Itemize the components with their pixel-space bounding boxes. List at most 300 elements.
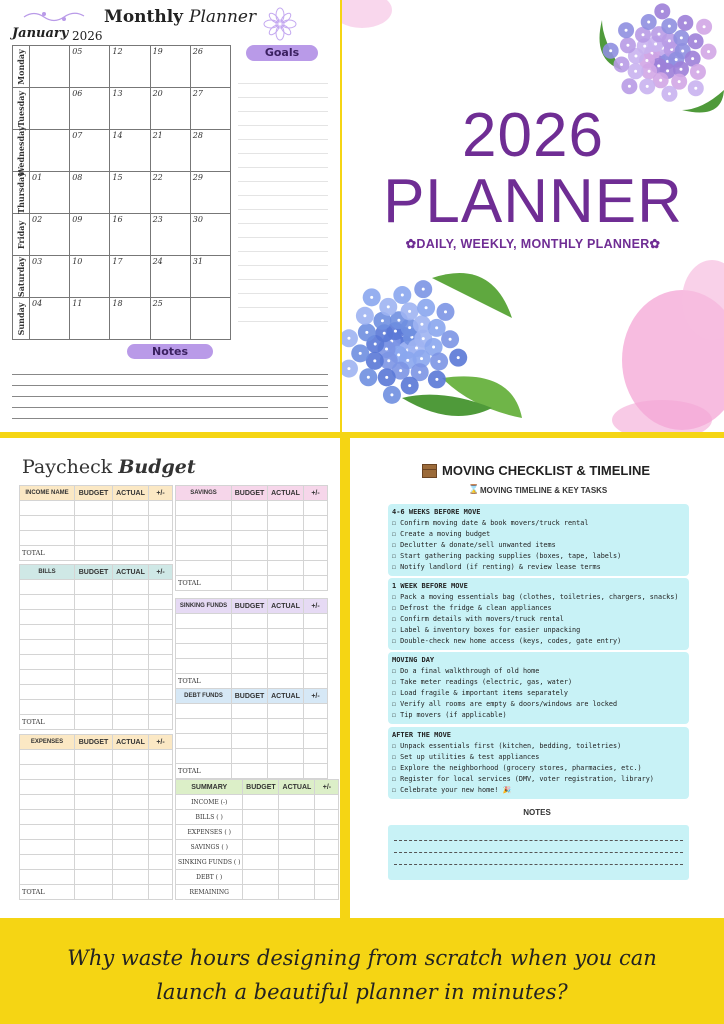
- calendar-date-cell[interactable]: 26: [190, 46, 230, 88]
- budget-cell[interactable]: [149, 531, 173, 546]
- checklist-item[interactable]: ☐ Load fragile & important items separately: [392, 689, 568, 697]
- summary-cell[interactable]: [243, 840, 279, 855]
- budget-cell[interactable]: [268, 614, 304, 629]
- summary-cell[interactable]: [243, 795, 279, 810]
- budget-cell[interactable]: [20, 840, 75, 855]
- calendar-week-row: [13, 130, 231, 172]
- total-cell[interactable]: [113, 885, 149, 900]
- budget-cell[interactable]: [176, 719, 232, 734]
- checklist-item[interactable]: ☐ Declutter & donate/sell unwanted items: [392, 541, 556, 549]
- goal-line[interactable]: [238, 308, 328, 322]
- budget-cell[interactable]: [232, 644, 268, 659]
- budget-cell[interactable]: [149, 810, 173, 825]
- total-cell[interactable]: [149, 885, 173, 900]
- calendar-date-cell[interactable]: 29: [190, 172, 230, 214]
- calendar-date-cell[interactable]: 05: [70, 46, 110, 88]
- calendar-grid: [12, 45, 231, 340]
- calendar-date-cell[interactable]: 09: [70, 214, 110, 256]
- summary-row-label: REMAINING: [176, 885, 243, 900]
- budget-cell[interactable]: [75, 700, 113, 715]
- budget-cell[interactable]: [75, 810, 113, 825]
- total-cell[interactable]: [232, 764, 268, 779]
- budget-cell[interactable]: [113, 780, 149, 795]
- budget-cell[interactable]: [113, 625, 149, 640]
- calendar-date-cell[interactable]: 01: [30, 172, 70, 214]
- budget-cell[interactable]: [268, 719, 304, 734]
- budget-cell[interactable]: [176, 561, 232, 576]
- budget-cell[interactable]: [268, 629, 304, 644]
- goals-lines: [238, 70, 328, 322]
- budget-column-header: ACTUAL: [113, 486, 149, 501]
- calendar-week-row: [13, 298, 231, 340]
- budget-cell[interactable]: [149, 625, 173, 640]
- budget-cell[interactable]: [149, 516, 173, 531]
- budget-cell[interactable]: [20, 810, 75, 825]
- budget-cell[interactable]: [20, 870, 75, 885]
- budget-cell[interactable]: [75, 625, 113, 640]
- budget-column-header: BILLS: [20, 565, 75, 580]
- moving-section-heading: 4-6 WEEKS BEFORE MOVE: [392, 508, 481, 516]
- checklist-item[interactable]: ☐ Unpack essentials first (kitchen, bedding, toiletries): [392, 742, 622, 750]
- budget-cell[interactable]: [232, 749, 268, 764]
- total-cell[interactable]: [304, 764, 328, 779]
- budget-cell[interactable]: [75, 870, 113, 885]
- budget-cell[interactable]: [20, 501, 75, 516]
- checklist-item[interactable]: ☐ Label & inventory boxes for easier unpacking: [392, 626, 581, 634]
- budget-cell[interactable]: [149, 795, 173, 810]
- summary-cell[interactable]: [243, 810, 279, 825]
- budget-cell[interactable]: [232, 719, 268, 734]
- summary-cell[interactable]: [315, 825, 339, 840]
- calendar-date-cell[interactable]: 14: [110, 130, 150, 172]
- budget-cell[interactable]: [75, 531, 113, 546]
- budget-column-header: BUDGET: [232, 486, 268, 501]
- budget-cell[interactable]: [268, 644, 304, 659]
- moving-section: [388, 504, 689, 576]
- budget-cell[interactable]: [176, 614, 232, 629]
- budget-cell[interactable]: [268, 561, 304, 576]
- budget-cell[interactable]: [113, 765, 149, 780]
- budget-column-header: ACTUAL: [113, 565, 149, 580]
- budget-cell[interactable]: [20, 595, 75, 610]
- budget-cell[interactable]: [113, 870, 149, 885]
- goal-line[interactable]: [238, 140, 328, 154]
- summary-cell[interactable]: [279, 870, 315, 885]
- calendar-date-cell[interactable]: 21: [150, 130, 190, 172]
- calendar-date-cell[interactable]: 20: [150, 88, 190, 130]
- calendar-date-cell[interactable]: [30, 46, 70, 88]
- budget-cell[interactable]: [113, 580, 149, 595]
- total-cell[interactable]: [149, 546, 173, 561]
- budget-cell[interactable]: [75, 825, 113, 840]
- goal-line[interactable]: [238, 154, 328, 168]
- budget-cell[interactable]: [20, 750, 75, 765]
- summary-cell[interactable]: [315, 885, 339, 900]
- moving-section-heading: MOVING DAY: [392, 656, 435, 664]
- budget-column-header: +/-: [304, 486, 328, 501]
- goal-line[interactable]: [238, 238, 328, 252]
- calendar-date-cell[interactable]: 08: [70, 172, 110, 214]
- mandala-icon: [262, 6, 298, 42]
- budget-cell[interactable]: [113, 840, 149, 855]
- budget-cell[interactable]: [20, 855, 75, 870]
- budget-cell[interactable]: [75, 595, 113, 610]
- moving-notes-label: NOTES: [523, 808, 551, 817]
- summary-cell[interactable]: [279, 840, 315, 855]
- budget-cell[interactable]: [232, 561, 268, 576]
- budget-cell[interactable]: [304, 659, 328, 674]
- budget-cell[interactable]: [20, 625, 75, 640]
- budget-column-header: SAVINGS: [176, 486, 232, 501]
- budget-cell[interactable]: [149, 765, 173, 780]
- checklist-item[interactable]: ☐ Register for local services (DMV, voter registration, library): [392, 775, 654, 783]
- calendar-date-cell[interactable]: 15: [110, 172, 150, 214]
- budget-cell[interactable]: [176, 644, 232, 659]
- goal-line[interactable]: [238, 294, 328, 308]
- budget-cell[interactable]: [75, 765, 113, 780]
- budget-cell[interactable]: [113, 640, 149, 655]
- calendar-date-cell[interactable]: 27: [190, 88, 230, 130]
- budget-cell[interactable]: [20, 640, 75, 655]
- budget-cell[interactable]: [75, 655, 113, 670]
- budget-cell[interactable]: [75, 501, 113, 516]
- moving-section-heading: 1 WEEK BEFORE MOVE: [392, 582, 468, 590]
- budget-cell[interactable]: [176, 659, 232, 674]
- budget-cell[interactable]: [304, 561, 328, 576]
- checklist-item[interactable]: ☐ Start gathering packing supplies (boxes, tape, labels): [392, 552, 622, 560]
- budget-column-header: BUDGET: [75, 565, 113, 580]
- checklist-item[interactable]: ☐ Take meter readings (electric, gas, water): [392, 678, 573, 686]
- budget-cell[interactable]: [75, 855, 113, 870]
- budget-cell[interactable]: [304, 516, 328, 531]
- summary-cell[interactable]: [279, 855, 315, 870]
- budget-cell[interactable]: [268, 704, 304, 719]
- budget-cell[interactable]: [176, 704, 232, 719]
- budget-cell[interactable]: [149, 870, 173, 885]
- goal-line[interactable]: [238, 266, 328, 280]
- summary-cell[interactable]: [315, 870, 339, 885]
- total-cell[interactable]: [268, 674, 304, 689]
- budget-cell[interactable]: [232, 516, 268, 531]
- total-cell[interactable]: [149, 715, 173, 730]
- calendar-date-cell[interactable]: 24: [150, 256, 190, 298]
- budget-cell[interactable]: [20, 700, 75, 715]
- budget-cell[interactable]: [75, 780, 113, 795]
- weekday-label: Thursday: [13, 172, 30, 214]
- budget-table: [175, 688, 328, 779]
- budget-cell[interactable]: [113, 750, 149, 765]
- calendar-date-cell[interactable]: 13: [110, 88, 150, 130]
- budget-column-header: ACTUAL: [268, 486, 304, 501]
- calendar-date-cell[interactable]: [30, 88, 70, 130]
- moving-notes-box: [388, 825, 689, 880]
- calendar-date-cell[interactable]: 16: [110, 214, 150, 256]
- budget-cell[interactable]: [113, 825, 149, 840]
- budget-cell[interactable]: [20, 580, 75, 595]
- budget-cell[interactable]: [113, 810, 149, 825]
- note-line[interactable]: [12, 375, 328, 386]
- budget-cell[interactable]: [149, 750, 173, 765]
- budget-cell[interactable]: [113, 501, 149, 516]
- budget-cell[interactable]: [176, 629, 232, 644]
- budget-cell[interactable]: [149, 780, 173, 795]
- checklist-item[interactable]: ☐ Defrost the fridge & clean appliances: [392, 604, 552, 612]
- budget-cell[interactable]: [149, 501, 173, 516]
- budget-cell[interactable]: [75, 670, 113, 685]
- budget-cell[interactable]: [113, 610, 149, 625]
- budget-title: Paycheck Budget: [22, 456, 196, 478]
- budget-cell[interactable]: [149, 825, 173, 840]
- budget-cell[interactable]: [304, 749, 328, 764]
- budget-cell[interactable]: [176, 501, 232, 516]
- note-line[interactable]: [12, 364, 328, 375]
- budget-cell[interactable]: [75, 685, 113, 700]
- goal-line[interactable]: [238, 84, 328, 98]
- calendar-date-cell[interactable]: 31: [190, 256, 230, 298]
- budget-cell[interactable]: [20, 610, 75, 625]
- summary-cell[interactable]: [315, 810, 339, 825]
- calendar-date-cell[interactable]: 07: [70, 130, 110, 172]
- moving-section: [388, 578, 689, 650]
- calendar-date-cell[interactable]: 03: [30, 256, 70, 298]
- notes-label: Notes: [127, 344, 213, 359]
- cover-year: 2026: [462, 101, 604, 170]
- summary-cell[interactable]: [243, 885, 279, 900]
- budget-cell[interactable]: [176, 531, 232, 546]
- budget-cell[interactable]: [149, 670, 173, 685]
- budget-cell[interactable]: [304, 629, 328, 644]
- promo-banner: [0, 925, 724, 1024]
- monthly-planner-title: Monthly Planner: [104, 7, 257, 27]
- budget-cell[interactable]: [20, 780, 75, 795]
- budget-cell[interactable]: [304, 546, 328, 561]
- budget-cell[interactable]: [75, 840, 113, 855]
- budget-column-header: BUDGET: [232, 689, 268, 704]
- budget-cell[interactable]: [113, 516, 149, 531]
- budget-column-header: ACTUAL: [268, 599, 304, 614]
- goal-line[interactable]: [238, 252, 328, 266]
- moving-section-heading: AFTER THE MOVE: [392, 731, 452, 739]
- budget-cell[interactable]: [232, 659, 268, 674]
- checklist-item[interactable]: ☐ Do a final walkthrough of old home: [392, 667, 540, 675]
- checklist-item[interactable]: ☐ Double-check new home access (keys, codes, gate entry): [392, 637, 622, 645]
- summary-cell[interactable]: [243, 870, 279, 885]
- budget-cell[interactable]: [268, 516, 304, 531]
- budget-cell[interactable]: [232, 501, 268, 516]
- summary-table: [175, 779, 339, 900]
- budget-cell[interactable]: [232, 629, 268, 644]
- budget-cell[interactable]: [113, 685, 149, 700]
- budget-cell[interactable]: [149, 685, 173, 700]
- total-cell[interactable]: [268, 576, 304, 591]
- budget-cell[interactable]: [75, 516, 113, 531]
- calendar-date-cell[interactable]: 18: [110, 298, 150, 340]
- budget-cell[interactable]: [75, 640, 113, 655]
- summary-cell[interactable]: [243, 825, 279, 840]
- calendar-date-cell[interactable]: 04: [30, 298, 70, 340]
- total-cell[interactable]: [113, 546, 149, 561]
- budget-cell[interactable]: [232, 531, 268, 546]
- summary-cell[interactable]: [279, 795, 315, 810]
- cover-subtitle: ✿DAILY, WEEKLY, MONTHLY PLANNER✿: [405, 237, 661, 251]
- budget-cell[interactable]: [304, 704, 328, 719]
- budget-cell[interactable]: [176, 734, 232, 749]
- calendar-date-cell[interactable]: 17: [110, 256, 150, 298]
- goal-line[interactable]: [238, 224, 328, 238]
- budget-cell[interactable]: [268, 749, 304, 764]
- budget-column-header: +/-: [149, 486, 173, 501]
- total-cell[interactable]: [113, 715, 149, 730]
- moving-title: MOVING CHECKLIST & TIMELINE: [442, 463, 650, 478]
- budget-cell[interactable]: [113, 655, 149, 670]
- calendar-date-cell[interactable]: 22: [150, 172, 190, 214]
- checklist-item[interactable]: ☐ Set up utilities & test appliances: [392, 753, 540, 761]
- budget-cell[interactable]: [113, 595, 149, 610]
- budget-cell[interactable]: [20, 655, 75, 670]
- goal-line[interactable]: [238, 210, 328, 224]
- budget-cell[interactable]: [75, 750, 113, 765]
- budget-cell[interactable]: [113, 531, 149, 546]
- note-line[interactable]: [12, 397, 328, 408]
- budget-cell[interactable]: [268, 659, 304, 674]
- total-cell[interactable]: [75, 715, 113, 730]
- total-cell[interactable]: [75, 546, 113, 561]
- checklist-item[interactable]: ☐ Tip movers (if applicable): [392, 711, 507, 719]
- budget-cell[interactable]: [149, 855, 173, 870]
- summary-cell[interactable]: [279, 810, 315, 825]
- note-line[interactable]: [12, 386, 328, 397]
- budget-column-header: +/-: [149, 735, 173, 750]
- budget-cell[interactable]: [149, 580, 173, 595]
- calendar-date-cell[interactable]: 02: [30, 214, 70, 256]
- budget-table: [175, 598, 328, 689]
- summary-cell[interactable]: [315, 855, 339, 870]
- goals-label: Goals: [246, 45, 318, 61]
- checklist-item[interactable]: ☐ Create a moving budget: [392, 530, 491, 538]
- budget-cell[interactable]: [113, 795, 149, 810]
- budget-cell[interactable]: [149, 700, 173, 715]
- calendar-date-cell[interactable]: 10: [70, 256, 110, 298]
- calendar-date-cell[interactable]: 19: [150, 46, 190, 88]
- budget-cell[interactable]: [232, 704, 268, 719]
- budget-column-header: DEBT FUNDS: [176, 689, 232, 704]
- calendar-date-cell[interactable]: [30, 130, 70, 172]
- budget-cell[interactable]: [20, 531, 75, 546]
- budget-cell[interactable]: [232, 614, 268, 629]
- checklist-item[interactable]: ☐ Notify landlord (if renting) & review lease terms: [392, 563, 601, 571]
- summary-column-header: ACTUAL: [279, 780, 315, 795]
- budget-cell[interactable]: [176, 749, 232, 764]
- weekday-label: Friday: [13, 214, 30, 256]
- budget-cell[interactable]: [268, 734, 304, 749]
- goal-line[interactable]: [238, 182, 328, 196]
- budget-cell[interactable]: [304, 501, 328, 516]
- calendar-date-cell[interactable]: [190, 298, 230, 340]
- budget-cell[interactable]: [149, 610, 173, 625]
- summary-cell[interactable]: [315, 840, 339, 855]
- goal-line[interactable]: [238, 112, 328, 126]
- goal-line[interactable]: [238, 196, 328, 210]
- checklist-item[interactable]: ☐ Confirm details with movers/truck rental: [392, 615, 564, 623]
- budget-cell[interactable]: [304, 734, 328, 749]
- budget-cell[interactable]: [20, 825, 75, 840]
- budget-cell[interactable]: [20, 765, 75, 780]
- total-cell[interactable]: [232, 576, 268, 591]
- calendar-date-cell[interactable]: 28: [190, 130, 230, 172]
- budget-cell[interactable]: [149, 655, 173, 670]
- budget-cell[interactable]: [268, 501, 304, 516]
- budget-cell[interactable]: [149, 840, 173, 855]
- budget-cell[interactable]: [149, 595, 173, 610]
- budget-cell[interactable]: [20, 685, 75, 700]
- budget-cell[interactable]: [113, 700, 149, 715]
- total-cell[interactable]: [304, 674, 328, 689]
- budget-cell[interactable]: [304, 531, 328, 546]
- budget-cell[interactable]: [304, 719, 328, 734]
- calendar-date-cell[interactable]: 06: [70, 88, 110, 130]
- budget-cell[interactable]: [75, 580, 113, 595]
- budget-cell[interactable]: [268, 531, 304, 546]
- total-cell[interactable]: [304, 576, 328, 591]
- budget-cell[interactable]: [304, 644, 328, 659]
- summary-cell[interactable]: [279, 825, 315, 840]
- checklist-item[interactable]: ☐ Verify all rooms are empty & doors/windows are locked: [392, 700, 618, 708]
- banner-line-1: Why waste hours designing from scratch when you can: [67, 946, 657, 970]
- budget-cell[interactable]: [113, 855, 149, 870]
- summary-row-label: SAVINGS ( ): [176, 840, 243, 855]
- calendar-date-cell[interactable]: 11: [70, 298, 110, 340]
- goal-line[interactable]: [238, 168, 328, 182]
- summary-cell[interactable]: [279, 885, 315, 900]
- budget-cell[interactable]: [75, 610, 113, 625]
- summary-cell[interactable]: [315, 795, 339, 810]
- calendar-date-cell[interactable]: 25: [150, 298, 190, 340]
- cover-title: PLANNER: [383, 167, 683, 236]
- budget-cell[interactable]: [20, 670, 75, 685]
- budget-column-header: INCOME NAME: [20, 486, 75, 501]
- total-cell[interactable]: [75, 885, 113, 900]
- goal-line[interactable]: [238, 98, 328, 112]
- budget-cell[interactable]: [232, 734, 268, 749]
- budget-cell[interactable]: [176, 546, 232, 561]
- calendar-date-cell[interactable]: 23: [150, 214, 190, 256]
- planner-cover: [342, 0, 724, 432]
- checklist-item[interactable]: ☐ Pack a moving essentials bag (clothes, toiletries, chargers, snacks): [392, 593, 679, 601]
- calendar-date-cell[interactable]: 30: [190, 214, 230, 256]
- budget-cell[interactable]: [113, 670, 149, 685]
- budget-cell[interactable]: [232, 546, 268, 561]
- budget-cell[interactable]: [149, 640, 173, 655]
- summary-cell[interactable]: [243, 855, 279, 870]
- budget-cell[interactable]: [20, 795, 75, 810]
- budget-cell[interactable]: [268, 546, 304, 561]
- goal-line[interactable]: [238, 70, 328, 84]
- checklist-item[interactable]: ☐ Celebrate your new home! 🎉: [392, 786, 511, 794]
- budget-cell[interactable]: [304, 614, 328, 629]
- calendar-date-cell[interactable]: 12: [110, 46, 150, 88]
- budget-cell[interactable]: [176, 516, 232, 531]
- moving-box-icon: [422, 464, 437, 478]
- total-cell[interactable]: [268, 764, 304, 779]
- goal-line[interactable]: [238, 126, 328, 140]
- goal-line[interactable]: [238, 280, 328, 294]
- checklist-item[interactable]: ☐ Explore the neighborhood (grocery stores, pharmacies, etc.): [392, 764, 642, 772]
- total-cell[interactable]: [232, 674, 268, 689]
- budget-cell[interactable]: [75, 795, 113, 810]
- note-line[interactable]: [12, 408, 328, 419]
- budget-cell[interactable]: [20, 516, 75, 531]
- checklist-item[interactable]: ☐ Confirm moving date & book movers/truck rental: [392, 519, 589, 527]
